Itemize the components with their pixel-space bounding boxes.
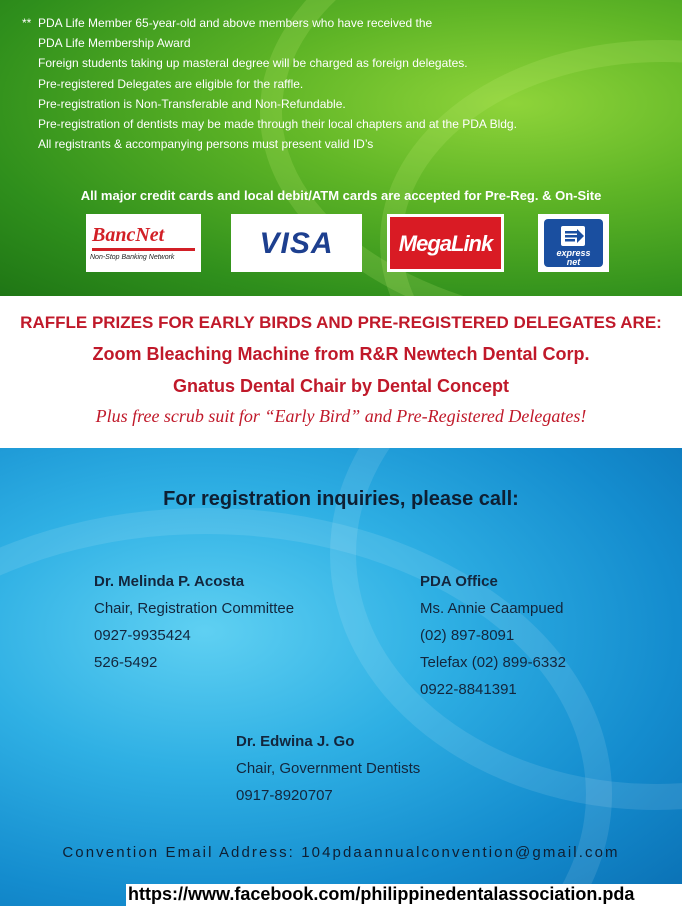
expressnet-word-1: express <box>556 248 591 258</box>
bancnet-logo <box>86 214 201 272</box>
raffle-section <box>0 296 682 448</box>
contact-phone: 0922-8841391 <box>420 681 517 698</box>
raffle-bonus: Plus free scrub suit for “Early Bird” and Pre-Registered Delegates! <box>95 406 587 426</box>
payment-info-section <box>0 0 682 296</box>
contact-phone: 0927-9935424 <box>94 627 191 644</box>
convention-email: Convention Email Address: 104pdaannualconvention@gmail.com <box>62 844 620 861</box>
note-marker: ** <box>22 16 32 30</box>
bancnet-underline <box>92 248 195 251</box>
contact-name: PDA Office <box>420 573 498 590</box>
note-line: Pre-registered Delegates are eligible for the raffle. <box>38 76 304 91</box>
registration-notes <box>22 13 517 154</box>
note-line: Foreign students taking up masteral degree will be charged as foreign delegates. <box>38 56 468 71</box>
expressnet-wordmark <box>544 249 603 267</box>
inquiries-section <box>0 448 682 906</box>
megalink-logo <box>387 214 504 272</box>
note-line: Pre-registration of dentists may be made through their local chapters and at the PDA Bldg. <box>38 117 517 132</box>
contact-phone: (02) 897-8091 <box>420 627 515 644</box>
visa-logo <box>231 214 362 272</box>
bancnet-tagline: Non-Stop Banking Network <box>90 254 175 261</box>
bancnet-wordmark: BancNet <box>92 224 165 246</box>
contact-card <box>420 568 566 703</box>
expressnet-logo <box>538 214 609 272</box>
megalink-wordmark: MegaLink <box>398 231 493 256</box>
note-line: All registrants & accompanying persons must present valid ID’s <box>38 137 374 152</box>
raffle-heading: RAFFLE PRIZES FOR EARLY BIRDS AND PRE-REGISTERED DELEGATES ARE: <box>20 313 662 332</box>
card-icon <box>560 225 586 247</box>
facebook-link[interactable]: https://www.facebook.com/philippinedentalassociation.pda <box>128 884 635 904</box>
contact-phone: 0917-8920707 <box>236 787 333 804</box>
visa-wordmark: VISA <box>259 227 334 260</box>
inquiries-heading: For registration inquiries, please call: <box>163 488 519 510</box>
contact-phone: Telefax (02) 899-6332 <box>420 654 566 671</box>
contact-card <box>94 568 294 676</box>
contact-line: Chair, Government Dentists <box>236 760 421 777</box>
note-line: PDA Life Member 65-year-old and above members who have received the <box>38 16 433 30</box>
expressnet-word-2: net <box>566 257 581 267</box>
note-line: Pre-registration is Non-Transferable and Non-Refundable. <box>38 96 346 111</box>
contact-line: Chair, Registration Committee <box>94 600 295 617</box>
accepted-cards-note: All major credit cards and local debit/ATM cards are accepted for Pre-Reg. & On-Site <box>80 188 602 203</box>
contact-name: Dr. Melinda P. Acosta <box>94 573 245 590</box>
contact-phone: 526-5492 <box>94 654 158 671</box>
contact-line: Ms. Annie Caampued <box>420 600 564 617</box>
contact-name: Dr. Edwina J. Go <box>236 733 355 750</box>
facebook-url-banner <box>126 884 682 906</box>
contact-card <box>236 728 420 809</box>
expressnet-badge <box>544 219 603 267</box>
raffle-prize: Zoom Bleaching Machine from R&R Newtech Dental Corp. <box>92 344 590 364</box>
raffle-prize: Gnatus Dental Chair by Dental Concept <box>172 376 510 396</box>
note-line: PDA Life Membership Award <box>38 36 191 51</box>
